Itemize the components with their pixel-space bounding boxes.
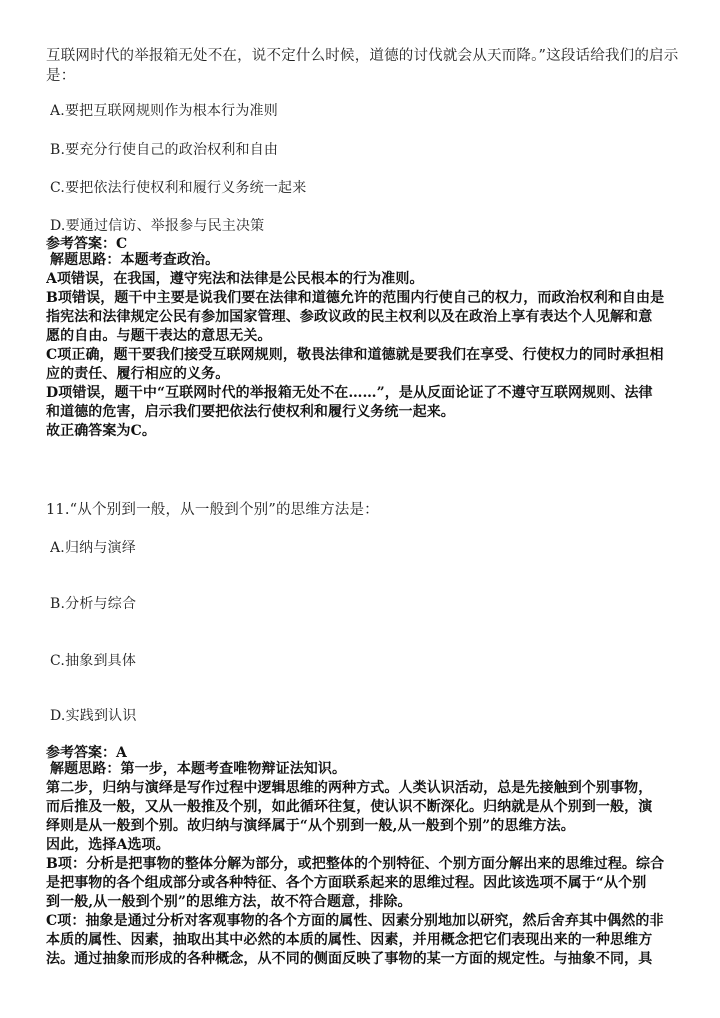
reference-answer: 参考答案：A [46, 745, 127, 761]
explanation-line: D项错误，题干中“互联网时代的举报箱无处不在……”，是从反面论证了不遵守互联网规则、法律 [46, 385, 653, 401]
explanation-line: 故正确答案为C。 [46, 423, 156, 439]
explanation-line: 到一般,从一般到个别”的思维方法，故不符合题意，排除。 [46, 894, 412, 910]
option-c: C.要把依法行使权利和履行义务统一起来 [50, 180, 307, 196]
explanation-line: 指宪法和法律规定公民有参加国家管理、参政议政的民主权利以及在政治上享有表达个人见解和意 [46, 309, 653, 325]
explanation-line: 法。通过抽象而形成的各种概念，从不同的侧面反映了事物的某一方面的规定性。与抽象不同，具 [46, 951, 653, 967]
option-c: C.抽象到具体 [50, 653, 137, 669]
reference-answer: 参考答案：C [46, 236, 128, 252]
explanation-line: 是把事物的各个组成部分或各种特征、各个方面联系起来的思维过程。因此该选项不属于“从个别 [46, 875, 647, 891]
explanation-line: C项正确，题干要我们接受互联网规则，敬畏法律和道德就是要我们在享受、行使权力的同时承担相 [46, 347, 664, 363]
option-b: B.分析与综合 [50, 596, 137, 612]
option-b: B.要充分行使自己的政治权利和自由 [50, 142, 279, 158]
explanation-line: 绎则是从一般到个别。故归纳与演绎属于“从个别到一般,从一般到个别”的思维方法。 [46, 818, 575, 834]
explanation-line: 应的责任、履行相应的义务。 [46, 366, 230, 382]
explanation-line: 本质的属性、因素，抽取出其中必然的本质的属性、因素，并用概念把它们表现出来的一种思维方 [46, 932, 653, 948]
explanation-line: 而后推及一般，又从一般推及个别，如此循环往复，使认识不断深化。归纳就是从个别到一般，演 [46, 799, 653, 815]
explanation-line: B项：分析是把事物的整体分解为部分，或把整体的个别特征、个别方面分解出来的思维过程。综合 [46, 856, 665, 872]
question-stem-line: 互联网时代的举报箱无处不在，说不定什么时候，道德的讨伐就会从天而降。”这段话给我们的启示 [46, 48, 679, 64]
explanation-line: 和道德的危害，启示我们要把依法行使权利和履行义务统一起来。 [46, 404, 455, 420]
option-a: A.归纳与演绎 [50, 540, 136, 556]
explanation-line: 愿的自由。与题干表达的意思无关。 [46, 328, 272, 344]
explanation-line: B项错误，题干中主要是说我们要在法律和道德允许的范围内行使自己的权力，而政治权利和自由是 [46, 290, 665, 306]
option-d: D.实践到认识 [50, 708, 137, 724]
question-stem-line: 是： [46, 68, 76, 84]
explanation-line: 解题思路：第一步，本题考查唯物辩证法知识。 [50, 761, 347, 777]
option-a: A.要把互联网规则作为根本行为准则 [50, 103, 278, 119]
explanation-line: 第二步，归纳与演绎是写作过程中逻辑思维的两种方式。人类认识活动，总是先接触到个别事物， [46, 780, 653, 796]
explanation-line: 因此，选择A选项。 [46, 837, 170, 853]
explanation-line: C项：抽象是通过分析对客观事物的各个方面的属性、因素分别地加以研究，然后舍弃其中偶然的非 [46, 913, 664, 929]
explanation-line: A项错误，在我国，遵守宪法和法律是公民根本的行为准则。 [46, 271, 424, 287]
question-stem: 11.“从个别到一般，从一般到个别”的思维方法是： [46, 502, 379, 518]
option-d: D.要通过信访、举报参与民主决策 [50, 218, 265, 234]
explanation-line: 解题思路：本题考查政治。 [50, 252, 220, 268]
